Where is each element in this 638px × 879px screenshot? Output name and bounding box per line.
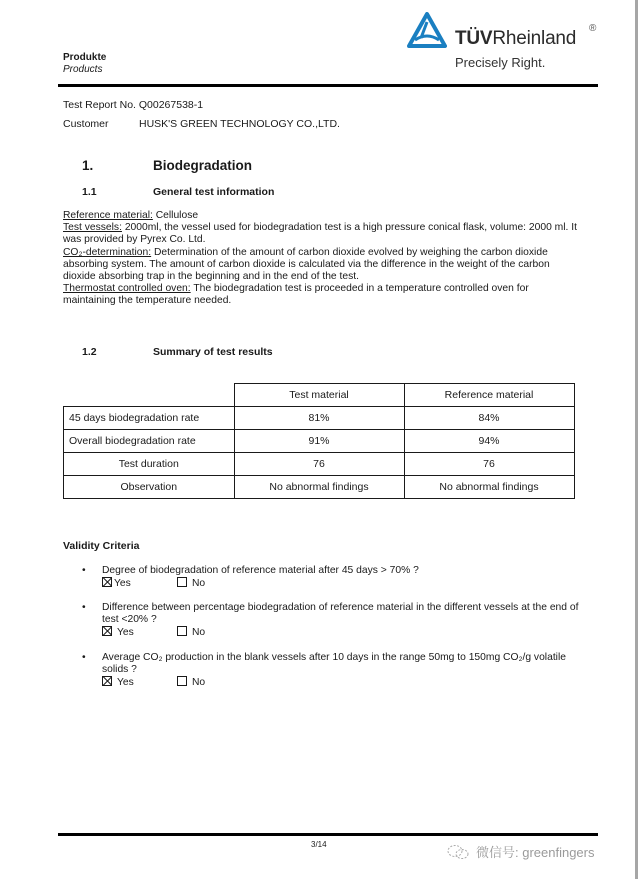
bullet: • — [82, 565, 86, 576]
table-row — [64, 453, 575, 476]
table-cell: No abnormal findings — [234, 476, 404, 499]
option-no[interactable] — [177, 676, 205, 689]
validity-criteria-title: Validity Criteria — [63, 540, 140, 552]
subsection-1-2-title: Summary of test results — [153, 346, 273, 358]
criterion-question: Difference between percentage biodegradation of reference material in the different vessels at the end of test <20% ? — [102, 602, 579, 625]
info-reference-material — [63, 210, 583, 222]
info-text: Cellulose — [152, 210, 199, 221]
criterion-options — [102, 626, 582, 639]
bullet: • — [82, 652, 86, 663]
table-cell: 76 — [404, 453, 574, 476]
section-number: 1. — [82, 158, 94, 173]
page-number: 3/14 — [311, 840, 327, 849]
criterion — [82, 652, 582, 689]
option-label: No — [192, 677, 206, 688]
table-cell: Observation — [64, 476, 235, 499]
tuv-rheinland-logo — [407, 10, 607, 70]
table-header-blank — [64, 384, 235, 407]
info-co2-determination — [63, 247, 583, 284]
info-label: Test vessels: — [63, 222, 122, 234]
department — [63, 52, 106, 76]
table-cell: 94% — [404, 430, 574, 453]
info-thermostat-oven — [63, 283, 583, 307]
option-label: Yes — [117, 677, 134, 688]
subsection-1-1-number: 1.1 — [82, 186, 97, 198]
report-number-value: Q00267538-1 — [138, 99, 204, 111]
criterion — [82, 565, 582, 590]
info-label: CO₂-determination: — [63, 246, 152, 258]
bullet: • — [82, 602, 86, 613]
criterion — [82, 602, 582, 639]
report-number-label: Test Report No. — [63, 99, 136, 111]
tuv-triangle-icon — [407, 12, 447, 50]
table-header: Test material — [234, 384, 404, 407]
option-label: No — [192, 627, 206, 638]
table-header-row — [64, 384, 575, 407]
option-no[interactable] — [177, 577, 205, 590]
department-en: Products — [63, 64, 103, 75]
watermark — [446, 842, 595, 861]
option-yes[interactable] — [102, 676, 134, 689]
subsection-1-2-number: 1.2 — [82, 346, 97, 358]
checkbox-checked-icon[interactable] — [102, 626, 112, 636]
results-table — [63, 383, 575, 499]
info-text: 2000ml, the vessel used for biodegradation test is a high pressure conical flask, volume: 2000 ml. It was provided by Pyrex Co. Ltd. — [63, 222, 577, 246]
table-cell: Overall biodegradation rate — [64, 430, 235, 453]
criterion-question: Degree of biodegradation of reference material after 45 days > 70% ? — [102, 565, 419, 576]
table-cell: No abnormal findings — [404, 476, 574, 499]
table-cell: Test duration — [64, 453, 235, 476]
option-label: No — [192, 578, 206, 589]
wechat-icon — [446, 844, 470, 860]
brand-tagline: Precisely Right. — [455, 55, 546, 70]
option-label: Yes — [117, 627, 134, 638]
customer-label: Customer — [63, 118, 109, 130]
option-yes[interactable] — [102, 577, 131, 590]
checkbox-empty-icon[interactable] — [177, 626, 187, 636]
info-text: The biodegradation test is proceeded in a temperature controlled oven for maintaining the temperature needed. — [63, 283, 529, 307]
table-cell: 81% — [234, 407, 404, 430]
criterion-options — [102, 676, 582, 689]
brand-regular: Rheinland — [492, 28, 577, 49]
brand-bold: TÜV — [455, 28, 493, 49]
info-test-vessels — [63, 222, 583, 246]
registered-mark: ® — [589, 23, 597, 34]
header-divider — [58, 84, 598, 87]
footer-divider — [58, 833, 598, 836]
info-label: Reference material: — [63, 210, 153, 221]
section-title: Biodegradation — [153, 158, 253, 173]
table-header: Reference material — [404, 384, 574, 407]
option-label: Yes — [114, 578, 131, 589]
table-row — [64, 476, 575, 499]
table-cell: 45 days biodegradation rate — [64, 407, 235, 430]
general-test-info — [63, 210, 583, 308]
table-cell: 91% — [234, 430, 404, 453]
table-cell: 76 — [234, 453, 404, 476]
info-label: Thermostat controlled oven: — [63, 283, 191, 295]
checkbox-checked-icon[interactable] — [102, 676, 112, 686]
info-text: Determination of the amount of carbon dioxide evolved by weighing the carbon dioxide absorbing system. The amount of carbon dioxide is calculated via the difference in the weight of the carbon dioxide absorbing trap in the beginning and in the end of the test. — [63, 246, 550, 283]
criterion-options — [102, 577, 582, 590]
table-row — [64, 407, 575, 430]
watermark-text: 微信号: greenfingers — [476, 845, 595, 860]
option-no[interactable] — [177, 626, 205, 639]
customer-value: HUSK'S GREEN TECHNOLOGY CO.,LTD. — [139, 118, 340, 130]
report-number — [63, 99, 203, 111]
brand-name — [455, 28, 576, 50]
subsection-1-1-title: General test information — [153, 186, 275, 198]
checkbox-empty-icon[interactable] — [177, 577, 187, 587]
option-yes[interactable] — [102, 626, 134, 639]
checkbox-checked-icon[interactable] — [102, 577, 112, 587]
checkbox-empty-icon[interactable] — [177, 676, 187, 686]
criterion-question: Average CO₂ production in the blank vessels after 10 days in the range 50mg to 150mg CO₂/g volatile solids ? — [102, 652, 566, 675]
table-row — [64, 430, 575, 453]
department-de: Produkte — [63, 52, 107, 63]
table-cell: 84% — [404, 407, 574, 430]
customer — [63, 118, 340, 130]
